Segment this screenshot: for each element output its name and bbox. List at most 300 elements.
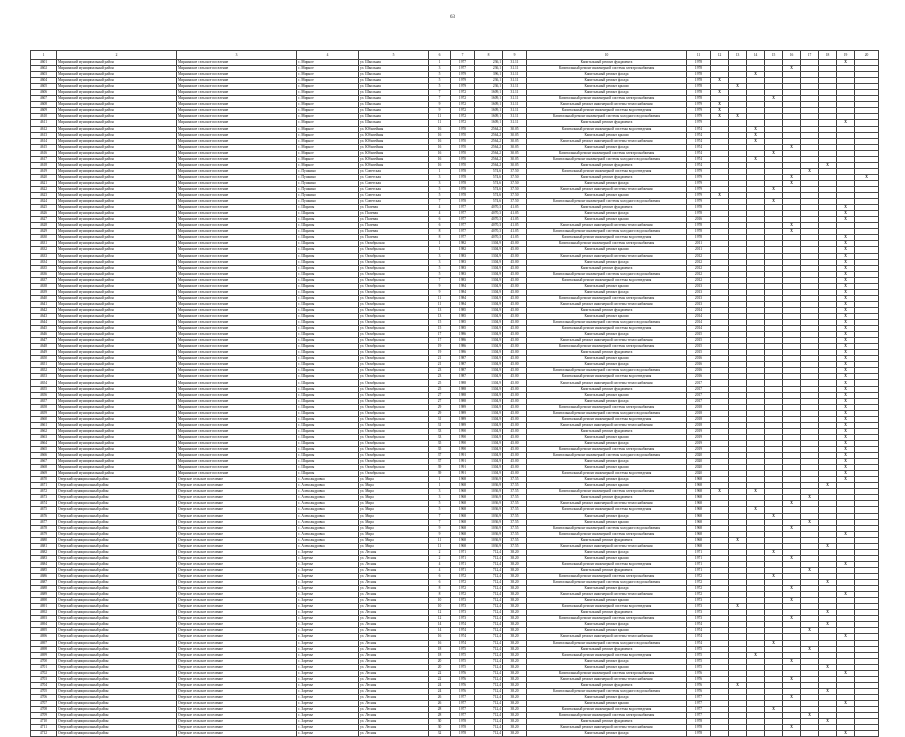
table-cell: X xyxy=(837,434,855,440)
column-header: 13 xyxy=(729,51,747,60)
table-cell: 45.00 xyxy=(503,471,527,477)
table-cell: 4652 xyxy=(31,368,57,374)
column-header: 1 xyxy=(31,51,57,60)
table-cell: 45.00 xyxy=(503,338,527,344)
table-cell: 1974 xyxy=(687,628,711,634)
table-cell: Мирнинский муниципальный район xyxy=(57,434,177,440)
table-cell: ул. Советская xyxy=(359,186,429,192)
table-cell: ул. Октябрьская xyxy=(359,459,429,465)
table-cell: 1977 xyxy=(687,694,711,700)
table-cell: Мирнинское сельское поселение xyxy=(177,404,297,410)
table-cell: X xyxy=(783,180,801,186)
table-cell: 28 xyxy=(429,713,451,719)
table-cell: 11 xyxy=(429,120,451,126)
table-cell: Озерский муниципальный район xyxy=(57,489,177,495)
column-header: 10 xyxy=(527,51,687,60)
table-cell: Капитальный ремонт инженерной системы электроснабжения xyxy=(527,670,687,676)
table-cell: 4687 xyxy=(31,580,57,586)
table-cell: с. Заречье xyxy=(297,694,359,700)
table-cell: Мирнинское сельское поселение xyxy=(177,332,297,338)
table-cell: с. Заречье xyxy=(297,580,359,586)
table-cell: ул. Лесная xyxy=(359,713,429,719)
table-cell: 45.00 xyxy=(503,344,527,350)
table-cell: 2013 xyxy=(687,295,711,301)
table-cell: Озерский муниципальный район xyxy=(57,477,177,483)
table-cell: Мирнинское сельское поселение xyxy=(177,386,297,392)
table-cell: 26 xyxy=(429,700,451,706)
table-cell: ул. Школьная xyxy=(359,66,429,72)
table-cell: 4656 xyxy=(31,392,57,398)
table-cell: 31.11 xyxy=(503,96,527,102)
column-header: 16 xyxy=(783,51,801,60)
table-cell: 1304,9 xyxy=(475,277,503,283)
table-cell: Мирнинское сельское поселение xyxy=(177,398,297,404)
table-cell: X xyxy=(837,259,855,265)
table-cell: 1974 xyxy=(687,622,711,628)
table-cell: 45.00 xyxy=(503,289,527,295)
table-cell: ул. Лесная xyxy=(359,604,429,610)
table-cell: Мирнинский муниципальный район xyxy=(57,368,177,374)
table-cell: 1036,9 xyxy=(475,477,503,483)
table-cell: X xyxy=(837,634,855,640)
table-cell: 1977 xyxy=(451,707,475,713)
table-cell: 712,4 xyxy=(475,658,503,664)
table-cell: ул. Октябрьская xyxy=(359,338,429,344)
table-cell: 1304,9 xyxy=(475,465,503,471)
table-cell: Капитальный ремонт фасада xyxy=(527,694,687,700)
table-cell: Мирнинский муниципальный район xyxy=(57,211,177,217)
table-cell: Капитальный ремонт крыши xyxy=(527,700,687,706)
table-cell: Озерское сельское поселение xyxy=(177,634,297,640)
table-cell: 1304,9 xyxy=(475,428,503,434)
table-cell: 4681 xyxy=(31,543,57,549)
table-cell: Озерский муниципальный район xyxy=(57,725,177,731)
table-cell: ул. Октябрьская xyxy=(359,271,429,277)
table-cell: с. Александровка xyxy=(297,519,359,525)
table-cell: Озерский муниципальный район xyxy=(57,586,177,592)
table-cell: ул. Октябрьская xyxy=(359,326,429,332)
table-cell: Мирнинский муниципальный район xyxy=(57,253,177,259)
table-cell: Озерское сельское поселение xyxy=(177,483,297,489)
column-header: 12 xyxy=(711,51,729,60)
table-cell: 37.50 xyxy=(503,174,527,180)
table-cell: с. Мирное xyxy=(297,96,359,102)
table-cell: Озерское сельское поселение xyxy=(177,561,297,567)
table-cell: X xyxy=(837,301,855,307)
table-cell: 1988 xyxy=(451,380,475,386)
table-cell: 4686 xyxy=(31,573,57,579)
table-cell: 9 xyxy=(429,531,451,537)
table-cell: 1975 xyxy=(451,646,475,652)
table-cell: Капитальный ремонт инженерной системы теплоснабжения xyxy=(527,223,687,229)
table-cell: X xyxy=(837,217,855,223)
table-cell: 1979 xyxy=(687,193,711,199)
table-cell: 1986 xyxy=(451,344,475,350)
table-cell: 1304,9 xyxy=(475,356,503,362)
table-cell: 1978 xyxy=(687,731,711,737)
column-header: 19 xyxy=(837,51,855,60)
table-cell: с. Шарапы xyxy=(297,459,359,465)
table-cell: Мирнинское сельское поселение xyxy=(177,120,297,126)
table-cell: 38.20 xyxy=(503,604,527,610)
table-cell: 37.55 xyxy=(503,495,527,501)
table-cell: ул. Юбилейная xyxy=(359,150,429,156)
table-cell: ул. Октябрьская xyxy=(359,447,429,453)
table-cell: ул. Лесная xyxy=(359,580,429,586)
table-cell: 1971 xyxy=(451,567,475,573)
table-cell: 2019 xyxy=(687,434,711,440)
table-cell: с. Заречье xyxy=(297,688,359,694)
table-cell: Мирнинское сельское поселение xyxy=(177,78,297,84)
table-cell: Капитальный ремонт инженерной системы электроснабжения xyxy=(527,404,687,410)
table-cell: с. Пушкино xyxy=(297,174,359,180)
table-cell: 4685 xyxy=(31,567,57,573)
table-cell: 4632 xyxy=(31,247,57,253)
table-cell: Озерское сельское поселение xyxy=(177,646,297,652)
table-cell: 2015 xyxy=(687,332,711,338)
table-cell: X xyxy=(837,344,855,350)
table-cell: 45.00 xyxy=(503,350,527,356)
table-cell: 1974 xyxy=(687,138,711,144)
table-cell: X xyxy=(765,150,783,156)
table-cell: 45.00 xyxy=(503,392,527,398)
table-cell: Мирнинское сельское поселение xyxy=(177,471,297,477)
table-cell: 31.11 xyxy=(503,108,527,114)
table-cell: 1968 xyxy=(687,501,711,507)
table-cell: 3 xyxy=(429,180,451,186)
table-cell: 1975 xyxy=(687,646,711,652)
table-cell: X xyxy=(765,573,783,579)
table-cell: 2012 xyxy=(687,271,711,277)
table-cell: ул. Юбилейная xyxy=(359,126,429,132)
table-cell: 1304,9 xyxy=(475,392,503,398)
table-cell: Капитальный ремонт крыши xyxy=(527,356,687,362)
table-cell: 45.00 xyxy=(503,410,527,416)
table-cell: X xyxy=(783,598,801,604)
table-cell: 1968 xyxy=(451,537,475,543)
table-cell: 6 xyxy=(429,223,451,229)
table-cell: 3 xyxy=(429,174,451,180)
table-cell: 4670 xyxy=(31,477,57,483)
table-cell: с. Шарапы xyxy=(297,434,359,440)
table-cell: 45.00 xyxy=(503,283,527,289)
table-cell: Капитальный ремонт фундамента xyxy=(527,350,687,356)
table-cell: 1977 xyxy=(451,211,475,217)
table-cell: 2017 xyxy=(687,398,711,404)
table-cell: 712,4 xyxy=(475,586,503,592)
table-cell: с. Шарапы xyxy=(297,368,359,374)
table-cell: Капитальный ремонт фундамента xyxy=(527,495,687,501)
table-cell: 45.00 xyxy=(503,416,527,422)
table-cell: 31.11 xyxy=(503,120,527,126)
table-cell: Озерское сельское поселение xyxy=(177,580,297,586)
table-cell: 4641 xyxy=(31,301,57,307)
table-cell: с. Заречье xyxy=(297,586,359,592)
table-cell: Капитальный ремонт фундамента xyxy=(527,567,687,573)
table-cell: Мирнинское сельское поселение xyxy=(177,217,297,223)
table-cell: 1968 xyxy=(451,489,475,495)
table-cell: 14 xyxy=(429,622,451,628)
table-cell: 1304,9 xyxy=(475,434,503,440)
table-cell: X xyxy=(837,700,855,706)
table-cell: 30.05 xyxy=(503,144,527,150)
table-cell: 1609,1 xyxy=(475,108,503,114)
table-cell: 2018 xyxy=(687,416,711,422)
table-cell: X xyxy=(711,102,729,108)
table-cell: ул. Октябрьская xyxy=(359,422,429,428)
table-cell: 4659 xyxy=(31,410,57,416)
table-cell: 1304,9 xyxy=(475,313,503,319)
table-cell: 574,6 xyxy=(475,199,503,205)
table-cell: X xyxy=(837,60,855,66)
table-cell: Озерское сельское поселение xyxy=(177,719,297,725)
table-cell: Мирнинское сельское поселение xyxy=(177,289,297,295)
table-cell: Озерский муниципальный район xyxy=(57,580,177,586)
table-cell: X xyxy=(819,622,837,628)
table-cell: 2011 xyxy=(687,247,711,253)
table-cell: 1978 xyxy=(451,719,475,725)
table-cell: с. Заречье xyxy=(297,664,359,670)
table-cell: 39 xyxy=(429,471,451,477)
table-cell: 37.55 xyxy=(503,489,527,495)
table-cell: X xyxy=(837,271,855,277)
table-cell: 1970 xyxy=(451,150,475,156)
table-cell: Капитальный ремонт крыши xyxy=(527,84,687,90)
table-cell: 1972 xyxy=(451,114,475,120)
table-cell: ул. Лесная xyxy=(359,586,429,592)
table-cell: Мирнинский муниципальный район xyxy=(57,205,177,211)
table-cell: ул. Юбилейная xyxy=(359,156,429,162)
table-cell: ул. Октябрьская xyxy=(359,398,429,404)
table-cell: 1978 xyxy=(687,96,711,102)
table-cell: X xyxy=(783,676,801,682)
table-cell: 4651 xyxy=(31,362,57,368)
table-cell: Озерское сельское поселение xyxy=(177,616,297,622)
table-cell: 1968 xyxy=(687,525,711,531)
table-cell: 1036,9 xyxy=(475,531,503,537)
table-cell: 3 xyxy=(429,259,451,265)
table-cell: 1982 xyxy=(451,247,475,253)
table-cell: Озерское сельское поселение xyxy=(177,713,297,719)
table-cell: Мирнинское сельское поселение xyxy=(177,392,297,398)
table-cell: 38.20 xyxy=(503,561,527,567)
table-cell: ул. Октябрьская xyxy=(359,453,429,459)
table-cell: с. Шарапы xyxy=(297,398,359,404)
table-cell: 1974 xyxy=(687,634,711,640)
table-cell: 45.00 xyxy=(503,253,527,259)
table-cell: 8 xyxy=(429,235,451,241)
table-cell: с. Мирное xyxy=(297,66,359,72)
table-cell: Озерский муниципальный район xyxy=(57,555,177,561)
table-cell: 38.20 xyxy=(503,592,527,598)
table-cell: ул. Лесная xyxy=(359,646,429,652)
table-cell: 45.00 xyxy=(503,428,527,434)
table-cell: 4648 xyxy=(31,344,57,350)
table-cell: 2020 xyxy=(687,465,711,471)
table-cell: 4666 xyxy=(31,453,57,459)
table-cell: 1975 xyxy=(687,664,711,670)
table-cell: с. Пушкино xyxy=(297,186,359,192)
table-cell: Мирнинский муниципальный район xyxy=(57,350,177,356)
table-cell: 712,4 xyxy=(475,628,503,634)
table-cell: ул. Октябрьская xyxy=(359,440,429,446)
table-cell: Капитальный ремонт инженерной системы электроснабжения xyxy=(527,66,687,72)
table-cell: Мирнинский муниципальный район xyxy=(57,229,177,235)
table-cell: ул. Лесная xyxy=(359,610,429,616)
table-cell: Мирнинское сельское поселение xyxy=(177,90,297,96)
table-cell: Мирнинское сельское поселение xyxy=(177,259,297,265)
table-cell: 2014 xyxy=(687,320,711,326)
table-cell: 29 xyxy=(429,404,451,410)
table-cell: Озерское сельское поселение xyxy=(177,604,297,610)
table-cell: с. Пушкино xyxy=(297,199,359,205)
table-cell: 31.11 xyxy=(503,72,527,78)
table-cell: 1973 xyxy=(451,598,475,604)
table-cell: X xyxy=(837,404,855,410)
table-cell: X xyxy=(837,731,855,737)
table-cell: Мирнинское сельское поселение xyxy=(177,66,297,72)
table-cell: X xyxy=(837,398,855,404)
table-cell: Мирнинское сельское поселение xyxy=(177,144,297,150)
table-cell: Мирнинский муниципальный район xyxy=(57,320,177,326)
table-cell: 5 xyxy=(429,78,451,84)
table-cell: X xyxy=(837,320,855,326)
table-cell: с. Пушкино xyxy=(297,193,359,199)
table-cell: 1975 xyxy=(451,664,475,670)
table-cell: 1978 xyxy=(451,174,475,180)
table-cell: Капитальный ремонт инженерной системы холодного водоснабжения xyxy=(527,229,687,235)
column-header: 5 xyxy=(359,51,429,60)
table-cell: 2019 xyxy=(687,440,711,446)
table-cell: X xyxy=(711,489,729,495)
table-cell: Капитальный ремонт инженерной системы электроснабжения xyxy=(527,96,687,102)
table-cell: 45.00 xyxy=(503,320,527,326)
table-cell: 4667 xyxy=(31,459,57,465)
table-cell: Капитальный ремонт крыши xyxy=(527,434,687,440)
table-cell: Озерский муниципальный район xyxy=(57,495,177,501)
table-cell: 45.00 xyxy=(503,307,527,313)
table-cell: 38.20 xyxy=(503,694,527,700)
table-cell: Мирнинский муниципальный район xyxy=(57,326,177,332)
table-cell: 1 xyxy=(429,483,451,489)
table-cell: Озерское сельское поселение xyxy=(177,477,297,483)
table-cell: 1978 xyxy=(451,199,475,205)
table-cell: 1975 xyxy=(687,658,711,664)
table-cell: Озерское сельское поселение xyxy=(177,586,297,592)
table-cell: 37.50 xyxy=(503,199,527,205)
table-cell: 7 xyxy=(429,90,451,96)
table-cell: X xyxy=(765,707,783,713)
table-cell: ул. Октябрьская xyxy=(359,374,429,380)
table-cell: X xyxy=(837,338,855,344)
table-cell: с. Заречье xyxy=(297,652,359,658)
table-cell: 45.00 xyxy=(503,356,527,362)
table-cell: 8 xyxy=(429,592,451,598)
table-cell: 236,1 xyxy=(475,60,503,66)
table-cell: 13 xyxy=(429,307,451,313)
table-cell: X xyxy=(783,694,801,700)
table-cell: Мирнинское сельское поселение xyxy=(177,193,297,199)
table-cell: 33 xyxy=(429,428,451,434)
table-cell: 9 xyxy=(429,525,451,531)
table-cell: X xyxy=(765,549,783,555)
table-cell: 1609,1 xyxy=(475,90,503,96)
table-cell: Капитальный ремонт фундамента xyxy=(527,120,687,126)
table-cell: 21 xyxy=(429,356,451,362)
table-cell: 1979 xyxy=(451,84,475,90)
table-cell: Мирнинское сельское поселение xyxy=(177,453,297,459)
table-cell: X xyxy=(837,326,855,332)
table-cell: ул. Мира xyxy=(359,483,429,489)
table-cell: 4698 xyxy=(31,646,57,652)
table-cell: 4601 xyxy=(31,60,57,66)
table-cell: 712,4 xyxy=(475,700,503,706)
table-cell: 1978 xyxy=(687,60,711,66)
table-cell: 1968 xyxy=(687,495,711,501)
column-header: 7 xyxy=(451,51,475,60)
table-cell: 45.00 xyxy=(503,465,527,471)
table-cell: 4710 xyxy=(31,719,57,725)
table-cell: 1968 xyxy=(687,477,711,483)
table-cell: 16 xyxy=(429,640,451,646)
table-cell: Мирнинский муниципальный район xyxy=(57,66,177,72)
table-cell: ул. Юбилейная xyxy=(359,138,429,144)
table-cell: Капитальный ремонт инженерной системы холодного водоснабжения xyxy=(527,580,687,586)
table-cell: Мирнинское сельское поселение xyxy=(177,271,297,277)
table-cell: 1036,9 xyxy=(475,513,503,519)
table-cell: 712,4 xyxy=(475,646,503,652)
table-cell: 1984 xyxy=(451,295,475,301)
table-cell: 1978 xyxy=(451,180,475,186)
table-cell: 1982 xyxy=(451,241,475,247)
table-cell: 2012 xyxy=(687,277,711,283)
table-cell: 1968 xyxy=(687,531,711,537)
table-cell: 7 xyxy=(429,199,451,205)
table-cell: 14 xyxy=(429,628,451,634)
table-cell: ул. Советская xyxy=(359,193,429,199)
table-cell: Капитальный ремонт инженерной системы электроснабжения xyxy=(527,573,687,579)
table-cell: с. Мирное xyxy=(297,156,359,162)
table-cell: Мирнинский муниципальный район xyxy=(57,398,177,404)
table-cell: Капитальный ремонт крыши xyxy=(527,519,687,525)
table-cell: Озерское сельское поселение xyxy=(177,610,297,616)
table-cell xyxy=(801,731,819,737)
table-cell: 1985 xyxy=(451,326,475,332)
table-cell: X xyxy=(783,223,801,229)
table-cell: Озерское сельское поселение xyxy=(177,652,297,658)
table-cell: Мирнинский муниципальный район xyxy=(57,150,177,156)
table-cell: X xyxy=(783,144,801,150)
table-cell: 4688 xyxy=(31,586,57,592)
table-cell: ул. Школьная xyxy=(359,60,429,66)
table-cell: Мирнинский муниципальный район xyxy=(57,199,177,205)
table-cell: X xyxy=(837,362,855,368)
table-cell: 4628 xyxy=(31,223,57,229)
table-cell: 4647 xyxy=(31,338,57,344)
table-cell: 1971 xyxy=(687,561,711,567)
column-header: 3 xyxy=(177,51,297,60)
table-cell: X xyxy=(819,688,837,694)
table-cell: 31.11 xyxy=(503,102,527,108)
table-cell: Мирнинское сельское поселение xyxy=(177,374,297,380)
table-cell: с. Шарапы xyxy=(297,283,359,289)
table-cell: 2564,2 xyxy=(475,156,503,162)
table-cell: Мирнинское сельское поселение xyxy=(177,326,297,332)
table-cell: ул. Октябрьская xyxy=(359,410,429,416)
table-cell: с. Шарапы xyxy=(297,295,359,301)
table-cell: ул. Школьная xyxy=(359,120,429,126)
table-cell: с. Шарапы xyxy=(297,447,359,453)
